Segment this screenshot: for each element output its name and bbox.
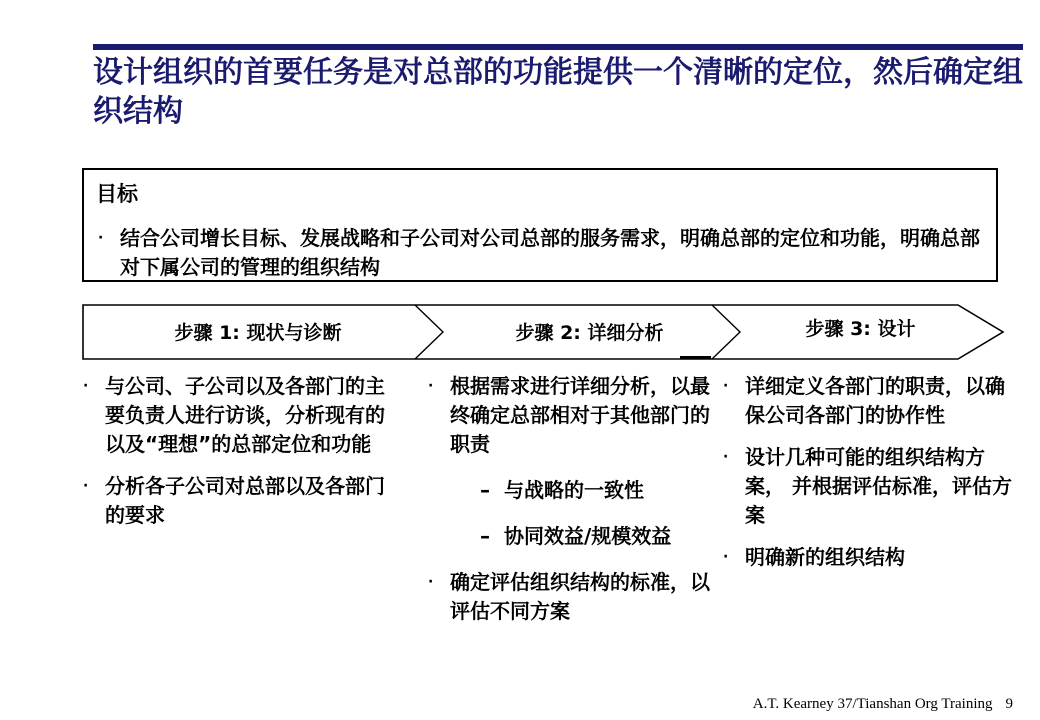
step-3-label: 步骤 3: 设计 [805,317,916,340]
step-1-label: 步骤 1: 现状与诊断 [174,321,342,344]
bullet-marker: · [98,230,104,246]
bullet-text: 根据需求进行详细分析，以最终确定总部相对于其他部门的职责 [450,374,710,456]
goal-box [82,168,998,282]
sub-bullet-item [480,522,724,551]
footer-page-number: 9 [1005,696,1013,712]
dash-marker: – [480,524,490,548]
bullet-marker: · [428,378,434,394]
sub-bullet-item [480,476,724,505]
bullet-text: 与战略的一致性 [504,478,644,502]
bullet-text: 分析各子公司对总部以及各部门的要求 [105,474,385,527]
step-2-label: 步骤 2: 详细分析 [515,321,664,344]
bullet-text: 设计几种可能的组织结构方案， 并根据评估标准，评估方案 [745,445,1012,527]
bullet-text: 协同效益/规模效益 [504,524,672,548]
footer-credit: A.T. Kearney 37/Tianshan Org Training [752,696,993,712]
goal-bullet-item [98,224,982,282]
bullet-item [723,443,1017,530]
bullet-text: 详细定义各部门的职责，以确保公司各部门的协作性 [745,374,1005,427]
bullet-item [83,372,397,459]
bullet-marker: · [428,574,434,590]
bullet-marker: · [83,478,89,494]
page-title: 设计组织的首要任务是对总部的功能提供一个清晰的定位，然后确定组织结构 [93,55,1023,129]
step-3-column [723,372,1017,585]
bullet-item [428,568,724,626]
goal-heading: 目标 [96,182,138,206]
bullet-item [83,472,397,530]
bullet-marker: · [723,549,729,565]
step-2-column [428,372,724,639]
bullet-text: 确定评估组织结构的标准，以评估不同方案 [450,570,710,623]
bullet-item [428,372,724,459]
bullet-item [723,372,1017,430]
goal-bullet-text: 结合公司增长目标、发展战略和子公司对公司总部的服务需求，明确总部的定位和功能，明确总部对下属公司的管理的组织结构 [120,226,980,279]
step-1-column [83,372,397,543]
dash-marker: – [480,478,490,502]
bullet-item [723,543,1017,572]
bullet-marker: · [83,378,89,394]
slide-footer [753,696,1013,713]
bullet-marker: · [723,378,729,394]
bullet-marker: · [723,449,729,465]
title-accent-rule [93,44,1023,50]
bullet-text: 明确新的组织结构 [745,545,905,569]
bullet-text: 与公司、子公司以及各部门的主要负责人进行访谈，分析现有的以及“理想”的总部定位和功能 [105,374,385,456]
